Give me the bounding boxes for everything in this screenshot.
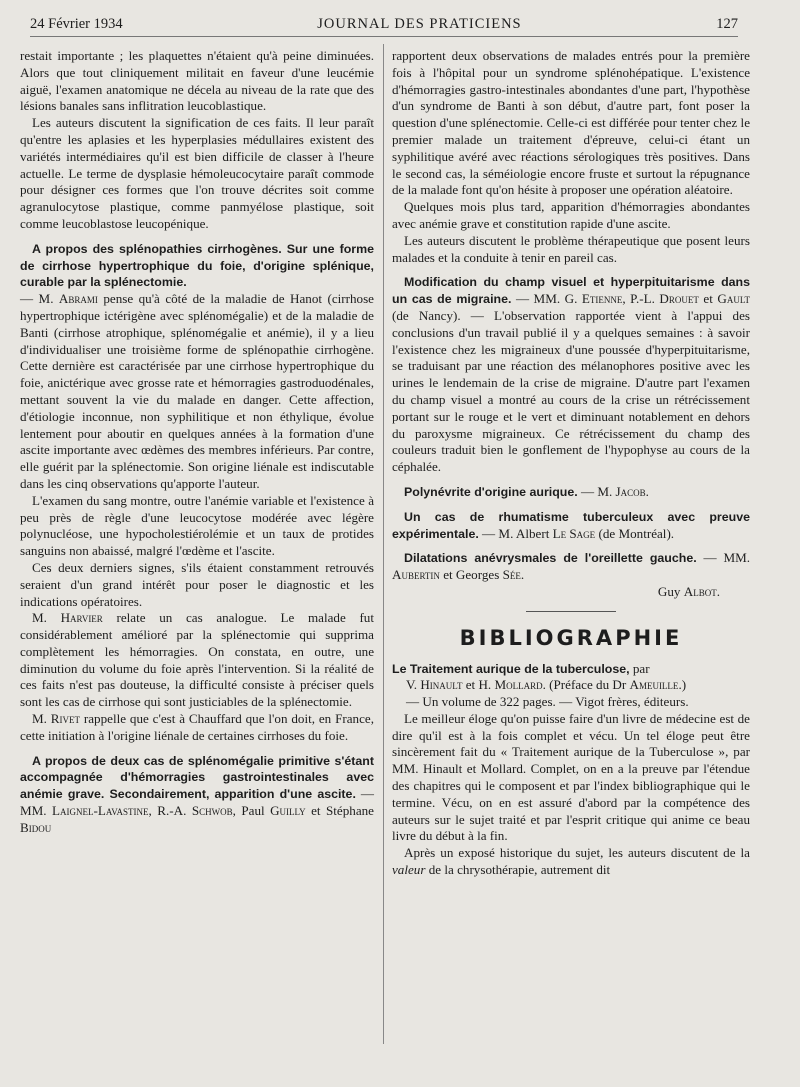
heading-text: A propos des splénopathies cirrhogènes. Sur une forme de cirrhose hypertrophique du foie, d'origine splénique, curable par la splénectomie. — [20, 241, 374, 290]
author-name: Hinault — [420, 677, 463, 693]
paragraph: Le meilleur éloge qu'on puisse faire d'un livre de médecine est de dire qu'il est à la fois complet et vécu. Un tel éloge peut être sincèrement fait du « Traitement aurique de la Tuberculose », par MM. Hinault et Mollard. Complet, on en a la preuve par l'étendue des chapitres qui le composent et par l'index bibliographique qui le termine. Vécu, on en est assuré d'abord par la compétence des auteurs sur le sujet traité et par l'esprit critique qui anime ce beau livre du début à la fin. — [392, 710, 750, 844]
author-name: Mollard — [494, 677, 543, 693]
author-name: Sée — [502, 567, 521, 583]
author-name: Rivet — [50, 711, 81, 727]
heading-text: Polynévrite d'origine aurique. — [404, 484, 578, 499]
author-name: Le Sage — [552, 525, 596, 541]
author-name: Ameuille — [629, 677, 679, 693]
author-name: Aubertin — [392, 567, 440, 583]
article-heading-splenopathies: A propos des splénopathies cirrhogènes. Sur une forme de cirrhose hypertrophique du foie, d'origine splénique, curable par la splénectomie. — M. Abrami pense qu'à côté de la maladie de Hanot (cirrhose hypertrophique ictérigène avec splénomégalie) et de la maladie de Banti (cirrhose atrophique, splénomégalie et anémie), il y a lieu d'individualiser une troisième forme de splénopathie cirrhogène. Cette dernière est caractérisée par une cirrhose hypertrophique du foie, anictérique avec grosse rate et hémorragies gastroduodénales, mettant souvent la vie du malade en danger. Cette affection, d'étiologie inconnue, non syphilitique et non éthylique, évolue lentement pour aboutir en quelques années à la formation d'une ascite importante avec œdèmes des membres inférieurs. Par contre, elle guérit par la splénectomie. Son origine liénale est indiscutable dans les cinq observations qu'apporte l'auteur. — [20, 241, 374, 491]
book-title: Le Traitement aurique de la tuberculose, — [392, 661, 630, 676]
paragraph: Ces deux derniers signes, s'ils étaient constamment retrouvés seraient d'un grand intérêt pour poser le diagnostic et les indications opératoires. — [20, 559, 374, 609]
paragraph: rapportent deux observations de malades entrés pour la première fois à l'hôpital pour un syndrome splénohépatique. L'existence d'hémorragies gastro-intestinales abondantes d'une part, l'hypothèse d'un syndrome de Banti à son début, d'autre part, font poser la question d'une splénectomie. Celle-ci est différée pour tenter chez le premier malade un traitement d'épreuve, celui-ci étant un syphilitique avéré avec réactions sérologiques très positives. Dans le second cas, la séméiologie encore fruste et surtout la répugnance de la malade font qu'on hésite à proposer une opération aléatoire. — [392, 48, 750, 198]
article-heading-splenomegalie: A propos de deux cas de splénomégalie primitive s'étant accompagnée d'hémorragies gastrointestinales avec anémie grave. Secondairement, apparition d'une ascite. — MM. Laignel-Lavastine, R.-A. Schwob, Paul Guilly et Stéphane Bidou — [20, 753, 374, 835]
paragraph: Les auteurs discutent le problème thérapeutique que posent leurs malades et la conduite à tenir en pareil cas. — [392, 232, 750, 265]
section-separator — [526, 611, 616, 612]
paragraph: Quelques mois plus tard, apparition d'hémorragies abondantes avec anémie grave et constitution rapide d'une ascite. — [392, 199, 750, 231]
running-header — [30, 16, 738, 37]
article-heading-rhumatisme: Un cas de rhumatisme tuberculeux avec preuve expérimentale. — M. Albert Le Sage (de Montréal). — [392, 509, 750, 541]
article-heading-migraine: Modification du champ visuel et hyperpituitarisme dans un cas de migraine. — MM. G. Etienne, P.-L. Drouet et Gault (de Nancy). — L'observation rapportée vient à l'appui des conclusions d'un travail publié il y a quelques semaines : à savoir l'existence chez les migraineux d'une poussée d'hyperpituitarisme, se traduisant par une réaction des mélanophores positive avec les urines le lendemain de la crise de migraine. D'autre part l'examen du champ visuel a montré au cours de la crise un rétrécissement portant sur le rouge et le vert et diminuant notablement en dehors du paroxysme migraineux. Ce rétrécissement du champ des couleurs traduit bien le gonflement de l'hypophyse au cours de la céphalée. — [392, 275, 750, 475]
author-name: G. Etienne — [564, 291, 623, 307]
author-name: Laignel-Lavastine — [52, 803, 149, 819]
author-name: Drouet — [659, 291, 699, 307]
paragraph: M. Harvier relate un cas analogue. Le malade fut considérablement amélioré par la splénectomie qui supprima complètement les hémorragies. On constata, en outre, une diminution du volume du foie après l'intervention. Si la réalité de ces faits n'est pas douteuse, la difficulté consiste à préciser quels sont les cas de cirrhose qui sont justiciables de la splénectomie. — [20, 610, 374, 710]
author-name: Guilly — [270, 803, 306, 819]
book-entry-heading: Le Traitement aurique de la tuberculose, par V. Hinault et H. Mollard. (Préface du Dr Ameuille.) — Un volume de 322 pages. — Vigot frères, éditeurs. — [392, 660, 689, 710]
author-name: Jacob — [615, 483, 646, 499]
paragraph: L'examen du sang montre, outre l'anémie variable et l'existence à peu près de règle d'une leucocytose modérée avec légère polynucléose, une hypocholestiérolémie et un taux de protides sanguins non abaissé, malgré l'œdème et l'ascite. — [20, 492, 374, 559]
header-page-number: 127 — [716, 16, 738, 32]
paragraph: restait importante ; les plaquettes n'étaient qu'à peine diminuées. Alors que tout cliniquement militait en faveur d'une leucémie aiguë, l'examen anatomique ne décela au niveau de la rate que des lésions banales sans inflitration leucoblastique. — [20, 48, 374, 114]
signature: Guy Albot. — [657, 583, 720, 599]
heading-text: A propos de deux cas de splénomégalie primitive s'étant accompagnée d'hémorragies gastrointestinales avec anémie grave. Secondairement, apparition d'une ascite. — [20, 753, 374, 802]
left-column — [20, 48, 374, 837]
author-name: Gault — [717, 291, 750, 307]
heading-text: Un cas de rhumatisme tuberculeux avec preuve expérimentale. — [392, 509, 750, 541]
right-column — [392, 48, 750, 879]
author-name: Abrami — [58, 291, 98, 307]
paragraph: Les auteurs discutent la signification de ces faits. Il leur paraît qu'entre les aplasies et les hyperplasies médullaires existent des variétés intermédiaires qu'il est bien difficile de classer à l'heure actuelle. Le terme de dysplasie hémoleucocytaire paraît commode pour désigner ces formes que l'on trouve décrites soit comme agranulocytose plastique, comme panmyélose plastique, soit comme leucoblastose leucopénique. — [20, 115, 374, 231]
author-name: Bidou — [20, 819, 52, 835]
bibliography-heading: BIBLIOGRAPHIE — [459, 625, 683, 650]
paragraph: Après un exposé historique du sujet, les auteurs discutent de la valeur de la chrysothérapie, autrement dit — [392, 845, 750, 878]
article-heading-dilatations: Dilatations anévrysmales de l'oreillette gauche. — MM. Aubertin et Georges Sée. — [392, 550, 751, 583]
book-details: — Un volume de 322 pages. — Vigot frères, éditeurs. — [406, 694, 689, 710]
paragraph: M. Rivet rappelle que c'est à Chauffard que l'on doit, en France, cette initiation à l'origine liénale de certaines cirrhoses du foie. — [20, 711, 374, 743]
author-name: Harvier — [60, 610, 103, 626]
column-divider — [383, 44, 384, 1044]
heading-text: Dilatations anévrysmales de l'oreillette gauche. — [404, 551, 697, 566]
heading-text: Modification du champ visuel et hyperpituitarisme dans un cas de migraine. — [392, 275, 750, 307]
author-name: Schwob — [191, 803, 233, 819]
header-date: 24 Février 1934 — [30, 16, 123, 32]
header-journal-title: JOURNAL DES PRATICIENS — [317, 16, 522, 32]
article-heading-polynevrite: Polynévrite d'origine aurique. — M. Jacob. — [404, 483, 649, 499]
